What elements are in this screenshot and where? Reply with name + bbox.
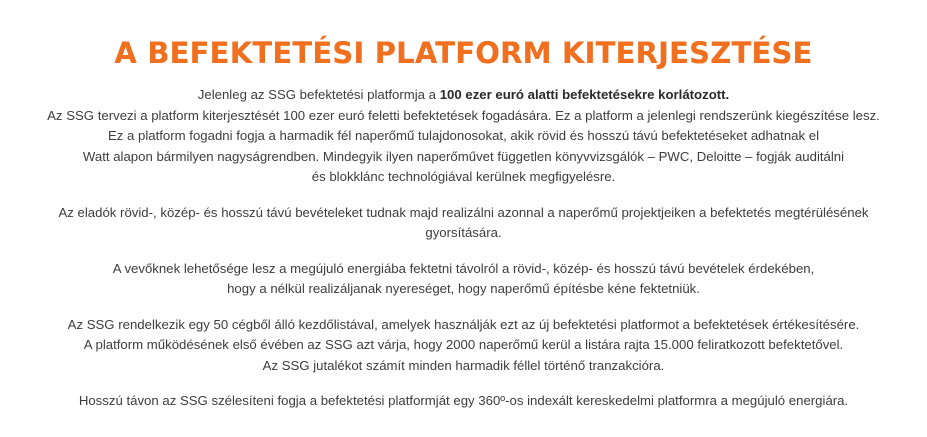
paragraph-line: hogy a nélkül realizáljanak nyereséget, hogy naperőmű építésbe kéne fektetniük. xyxy=(227,281,700,296)
paragraph-5 xyxy=(0,391,927,412)
paragraph-line: Az SSG rendelkezik egy 50 cégből álló kezdőlistával, amelyek használják ezt az új befektetési platformot a befektetések értékesítésére. xyxy=(67,316,860,332)
page-title: A BEFEKTETÉSI PLATFORM KITERJESZTÉSE xyxy=(0,33,927,73)
paragraph-line: A vevőknek lehetősége lesz a megújuló energiába fektetni távolról a rövid-, közép- és hosszú távú bevételek érdekében, xyxy=(112,260,815,276)
paragraph-line: és blokklánc technológiával kerülnek megfigyelésre. xyxy=(311,169,616,184)
paragraph-line xyxy=(0,85,927,106)
paragraph-line: gyorsítására. xyxy=(425,225,502,240)
highlight-text: 100 ezer euró alatti befektetésekre korlátozott. xyxy=(439,87,730,102)
paragraph-line: Az eladók rövid-, közép- és hosszú távú bevételeket tudnak majd realizálni azonnal a naperőmű projektjeiken a befektetés megtérülésének xyxy=(58,204,869,220)
line-text: Jelenleg az SSG befektetési platformja a xyxy=(197,87,440,102)
paragraph-line: Watt alapon bármilyen nagyságrendben. Mindegyik ilyen naperőművet független könyvvizsgálók – PWC, Deloitte – fogják auditálni xyxy=(82,148,845,164)
paragraph-2 xyxy=(0,203,927,244)
paragraph-line: Hosszú távon az SSG szélesíteni fogja a befektetési platformját egy 360º-os indexált kereskedelmi platformra a megújuló energiára. xyxy=(78,393,849,408)
paragraph-1 xyxy=(0,85,927,188)
paragraph-line: Ez a platform fogadni fogja a harmadik fél naperőmű tulajdonosokat, akik rövid és hosszú távú befektetéseket adhatnak el xyxy=(107,128,820,143)
paragraph-line: Az SSG tervezi a platform kiterjesztését 100 ezer euró feletti befektetések fogadására. Ez a platform a jelenlegi rendszerünk kiegészítése lesz. xyxy=(47,107,880,123)
paragraph-3 xyxy=(0,259,927,300)
paragraph-4 xyxy=(0,315,927,377)
paragraph-line: Az SSG jutalékot számít minden harmadik féllel történő tranzakcióra. xyxy=(262,357,665,373)
content-body xyxy=(0,85,927,427)
paragraph-line: A platform működésének első évében az SSG azt várja, hogy 2000 naperőmű kerül a listára rajta 15.000 feliratkozott befektetővel. xyxy=(83,337,844,352)
